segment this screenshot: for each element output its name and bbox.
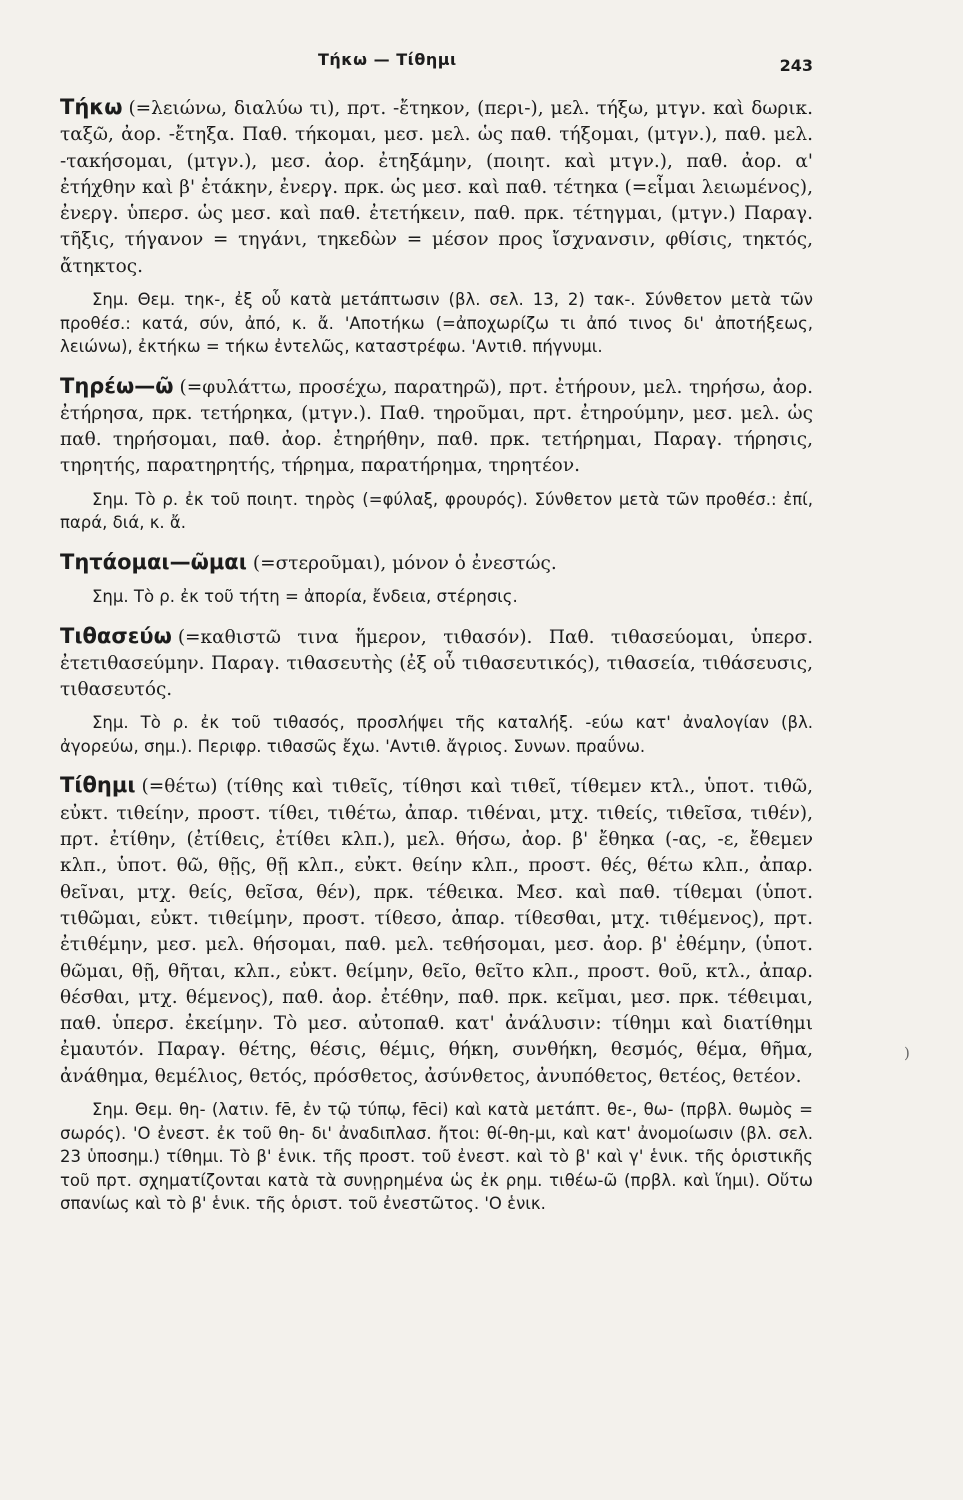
entry-note: Σημ. Τὸ ρ. ἐκ τοῦ ποιητ. τηρὸς (=φύλαξ, φρουρός). Σύνθετον μετὰ τῶν προθέσ.: ἐπί, παρά, διά, κ. ἄ.	[60, 489, 813, 533]
entry-text: (=στεροῦμαι), μόνον ὁ ἐνεστώς.	[252, 552, 557, 574]
entry-note: Σημ. Τὸ ρ. ἐκ τοῦ τήτη = ἀπορία, ἔνδεια, στέρησις.	[92, 587, 518, 607]
headword: Τητάομαι—ῶμαι	[60, 549, 247, 574]
entry-main	[60, 623, 813, 704]
margin-mark: )	[904, 1044, 910, 1062]
entry-main	[60, 94, 813, 280]
entry-note: Σημ. Τὸ ρ. ἐκ τοῦ τιθασός, προσλήψει τῆς καταλήξ. -εύω κατ' ἀναλογίαν (βλ. ἀγορεύω, σημ.). Περιφρ. τιθασῶς ἔχω. 'Αντιθ. ἄγριος. Συνων. πραΰνω.	[60, 713, 813, 756]
entry-note: Σημ. Θεμ. τηκ-, ἐξ οὗ κατὰ μετάπτωσιν (βλ. σελ. 13, 2) τακ-. Σύνθετον μετὰ τῶν προθέσ.: κατά, σύν, ἀπό, κ. ἄ. 'Αποτήκω (=ἀποχωρίζω τι ἀπό τινος δι' ἀποτήξεως, λειώνω), ἐκτήκω = τήκω ἐντελῶς, καταστρέφω. 'Αντιθ. πήγνυμι.	[60, 290, 813, 357]
entry-tireo	[60, 373, 813, 535]
entry-titaomai	[60, 549, 813, 609]
entry-tiko	[60, 94, 813, 359]
headword: Τίθημι	[60, 773, 136, 798]
headword: Τιθασεύω	[60, 623, 172, 648]
entry-tithaseuo	[60, 623, 813, 759]
running-head: Τήκω — Τίθημι	[318, 50, 457, 69]
page-header	[60, 44, 813, 94]
entry-note: Σημ. Θεμ. θη- (λατιν. fē, ἐν τῷ τύπῳ, fēci) καὶ κατὰ μετάπτ. θε-, θω- (πρβλ. θωμὸς = σωρός). 'Ο ἐνεστ. ἐκ τοῦ θη- δι' ἀναδιπλασ. ἤτοι: θί-θη-μι, καὶ κατ' ἀνομοίωσιν (βλ. σελ. 23 ὑποσημ.) τίθημι. Τὸ β' ἑνικ. τῆς προστ. τοῦ ἐνεστ. καὶ τὸ β' καὶ γ' ἑνικ. τῆς ὁριστικῆς τοῦ πρτ. σχηματίζονται κατὰ τὰ συνῃρημένα ὡς ἐκ ρημ. τιθέω-ῶ (πρβλ. καὶ ἵημι). Οὕτω σπανίως καὶ τὸ β' ἑνικ. τῆς ὁριστ. τοῦ ἐνεστῶτος. 'Ο ἑνικ.	[60, 1100, 813, 1214]
entry-text: (=λειώνω, διαλύω τι), πρτ. -ἔτηκον, (περι-), μελ. τήξω, μτγν. καὶ δωρικ. ταξῶ, ἀορ. -ἔτηξα. Παθ. τήκομαι, μεσ. μελ. ὡς παθ. τήξομαι, (μτγν.), παθ. μελ. -τακήσομαι, (μτγν.), μεσ. ἀορ. ἐτηξάμην, (ποιητ. καὶ μτγν.), παθ. ἀορ. α' ἐτήχθην καὶ β' ἐτάκην, ἐνεργ. πρκ. ὡς μεσ. καὶ παθ. τέτηκα (=εἶμαι λειωμένος), ἐνεργ. ὑπερσ. ὡς μεσ. καὶ παθ. ἐτετήκειν, παθ. πρκ. τέτηγμαι, (μτγν.) Παραγ. τῆξις, τήγανον = τηγάνι, τηκεδὼν = μέσον προς ἴσχνανσιν, φθίσις, τηκτός, ἄτηκτος.	[60, 98, 813, 277]
entry-tithemi	[60, 772, 813, 1215]
entry-text: (=θέτω) (τίθης καὶ τιθεῖς, τίθησι καὶ τιθεῖ, τίθεμεν κτλ., ὑποτ. τιθῶ, εὐκτ. τιθείην, προστ. τίθει, τιθέτω, ἀπαρ. τιθέναι, μτχ. τιθείς, τιθεῖσα, τιθέν), πρτ. ἐτίθην, (ἐτίθεις, ἐτίθει κλπ.), μελ. θήσω, ἀορ. β' ἔθηκα (-ας, -ε, ἔθεμεν κλπ., ὑποτ. θῶ, θῇς, θῇ κλπ., εὐκτ. θείην κλπ., προστ. θές, θέτω κλπ., ἀπαρ. θεῖναι, μτχ. θείς, θεῖσα, θέν), πρκ. τέθεικα. Μεσ. καὶ παθ. τίθεμαι (ὑποτ. τιθῶμαι, εὐκτ. τιθείμην, προστ. τίθεσο, ἀπαρ. τίθεσθαι, μτχ. τιθέμενος), πρτ. ἐτιθέμην, μεσ. μελ. θήσομαι, παθ. μελ. τεθήσομαι, μεσ. ἀορ. β' ἐθέμην, (ὑποτ. θῶμαι, θῇ, θῆται, κλπ., εὐκτ. θείμην, θεῖο, θεῖτο κλπ., προστ. θοῦ, κτλ., ἀπαρ. θέσθαι, μτχ. θέμενος), παθ. ἀορ. ἐτέθην, παθ. πρκ. κεῖμαι, μεσ. πρκ. τέθειμαι, παθ. ὑπερσ. ἐκείμην. Τὸ μεσ. αὐτοπαθ. κατ' ἀνάλυσιν: τίθημι καὶ διατίθημι ἐμαυτόν. Παραγ. θέτης, θέσις, θέμις, θήκη, συνθήκη, θεσμός, θέμα, θῆμα, ἀνάθημα, θεμέλιος, θετός, πρόσθετος, ἀσύνθετος, ἀνυπόθετος, θετέος, θετέον.	[60, 776, 813, 1087]
entry-text: (=φυλάττω, προσέχω, παρατηρῶ), πρτ. ἐτήρουν, μελ. τηρήσω, ἀορ. ἐτήρησα, πρκ. τετήρηκα, (μτγν.). Παθ. τηροῦμαι, πρτ. ἐτηρούμην, μεσ. μελ. ὡς παθ. τηρήσομαι, παθ. ἀορ. ἐτηρήθην, παθ. πρκ. τετήρημαι, Παραγ. τήρησις, τηρητής, παρατηρητής, τήρημα, παρατήρημα, τηρητέον.	[60, 376, 813, 477]
headword: Τηρέω—ῶ	[60, 373, 174, 398]
headword: Τήκω	[60, 95, 123, 119]
entry-main	[60, 549, 813, 577]
entry-text: (=καθιστῶ τινα ἥμερον, τιθασόν). Παθ. τιθασεύομαι, ὑπερσ. ἐτετιθασεύμην. Παραγ. τιθασευτὴς (ἐξ οὗ τιθασευτικός), τιθασεία, τιθάσευσις, τιθασευτός.	[60, 626, 813, 701]
entry-main	[60, 772, 813, 1090]
page-number: 243	[779, 56, 813, 75]
entry-main	[60, 373, 813, 480]
